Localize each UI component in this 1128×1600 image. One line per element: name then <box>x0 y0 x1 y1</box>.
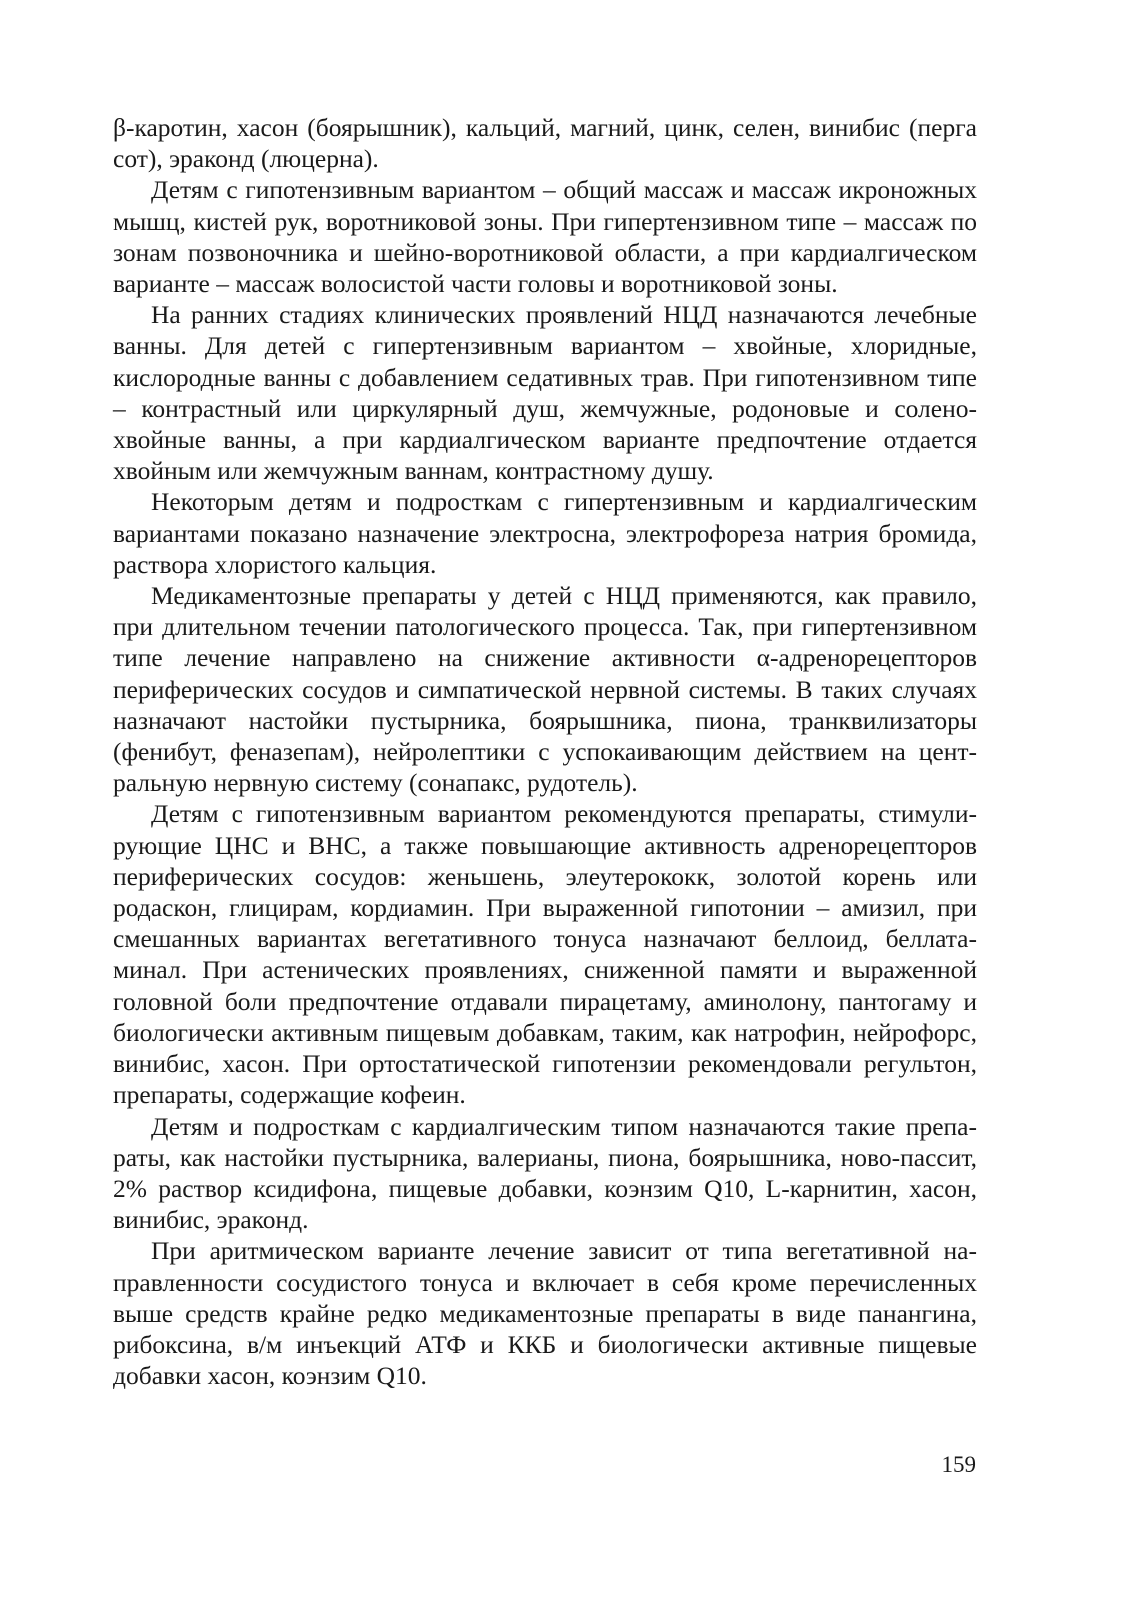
paragraph-5: Медикаментозные препараты у детей с НЦД применяются, как правило, при длительном течении патологического процесса. Так, при гипертензивном типе лечение направлено на снижение активности α-адренорецепторов периферических сосудов и симпатической нервной системы. В таких случаях назначают настойки пустырника, боярышника, пиона, транквилизаторы (фенибут, феназепам), нейролептики с успокаивающим действием на центральную нервную систему (сонапакс, рудотель). <box>113 581 977 798</box>
paragraph-7: Детям и подросткам с кардиалгическим типом назначаются такие препараты, как настойки пустырника, валерианы, пиона, боярышника, ново-пассит, 2% раствор ксидифона, пищевые добавки, коэнзим Q10, L-карнитин, хасон, винибис, эраконд. <box>113 1111 977 1235</box>
page-number: 159 <box>941 1452 976 1477</box>
paragraph-8: При аритмическом варианте лечение зависит от типа вегетативной направленности сосудистого тонуса и включает в себя кроме перечисленных выше средств крайне редко медикаментозные препараты в виде панангина, рибоксина, в/м инъекций АТФ и ККБ и биологически активные пищевые добавки хасон, коэнзим Q10. <box>113 1236 977 1391</box>
paragraph-2: Детям с гипотензивным вариантом – общий массаж и массаж икроножных мышц, кистей рук, воротниковой зоны. При гипертензивном типе – массаж по зонам позвоночника и шейно-воротниковой области, а при кардиалгическом варианте – массаж волосистой части головы и воротниковой зоны. <box>113 175 977 299</box>
paragraph-4: Некоторым детям и подросткам с гипертензивным и кардиалгическим вариантами показано назначение электросна, электрофореза натрия бромида, раствора хлористого кальция. <box>113 487 977 579</box>
page-body <box>113 112 977 1391</box>
paragraph-3: На ранних стадиях клинических проявлений НЦД назначаются лечебные ванны. Для детей с гипертензивным вариантом – хвойные, хлоридные, кислородные ванны с добавлением седативных трав. При гипотензивном типе – контрастный или циркулярный душ, жемчужные, родоновые и солено-хвойные ванны, а при кардиалгическом варианте предпочтение отдается хвойным или жемчужным ваннам, контрастному душу. <box>113 300 977 486</box>
paragraph-1: β-каротин, хасон (боярышник), кальций, магний, цинк, селен, винибис (перга сот), эраконд (люцерна). <box>113 113 977 174</box>
paragraph-6: Детям с гипотензивным вариантом рекомендуются препараты, стимулирующие ЦНС и ВНС, а также повышающие активность адренорецепторов периферических сосудов: женьшень, элеутерококк, золотой корень или родаскон, глицирам, кордиамин. При выраженной гипотонии – амизил, при смешанных вариантах вегетативного тонуса назначают беллоид, беллатаминал. При астенических проявлениях, сниженной памяти и выраженной головной боли предпочтение отдавали пирацетаму, аминолону, пантогаму и биологически активным пищевым добавкам, таким, как натрофин, нейрофорс, винибис, хасон. При ортостатической гипотензии рекомендовали регультон, препараты, содержащие кофеин. <box>113 799 977 1110</box>
